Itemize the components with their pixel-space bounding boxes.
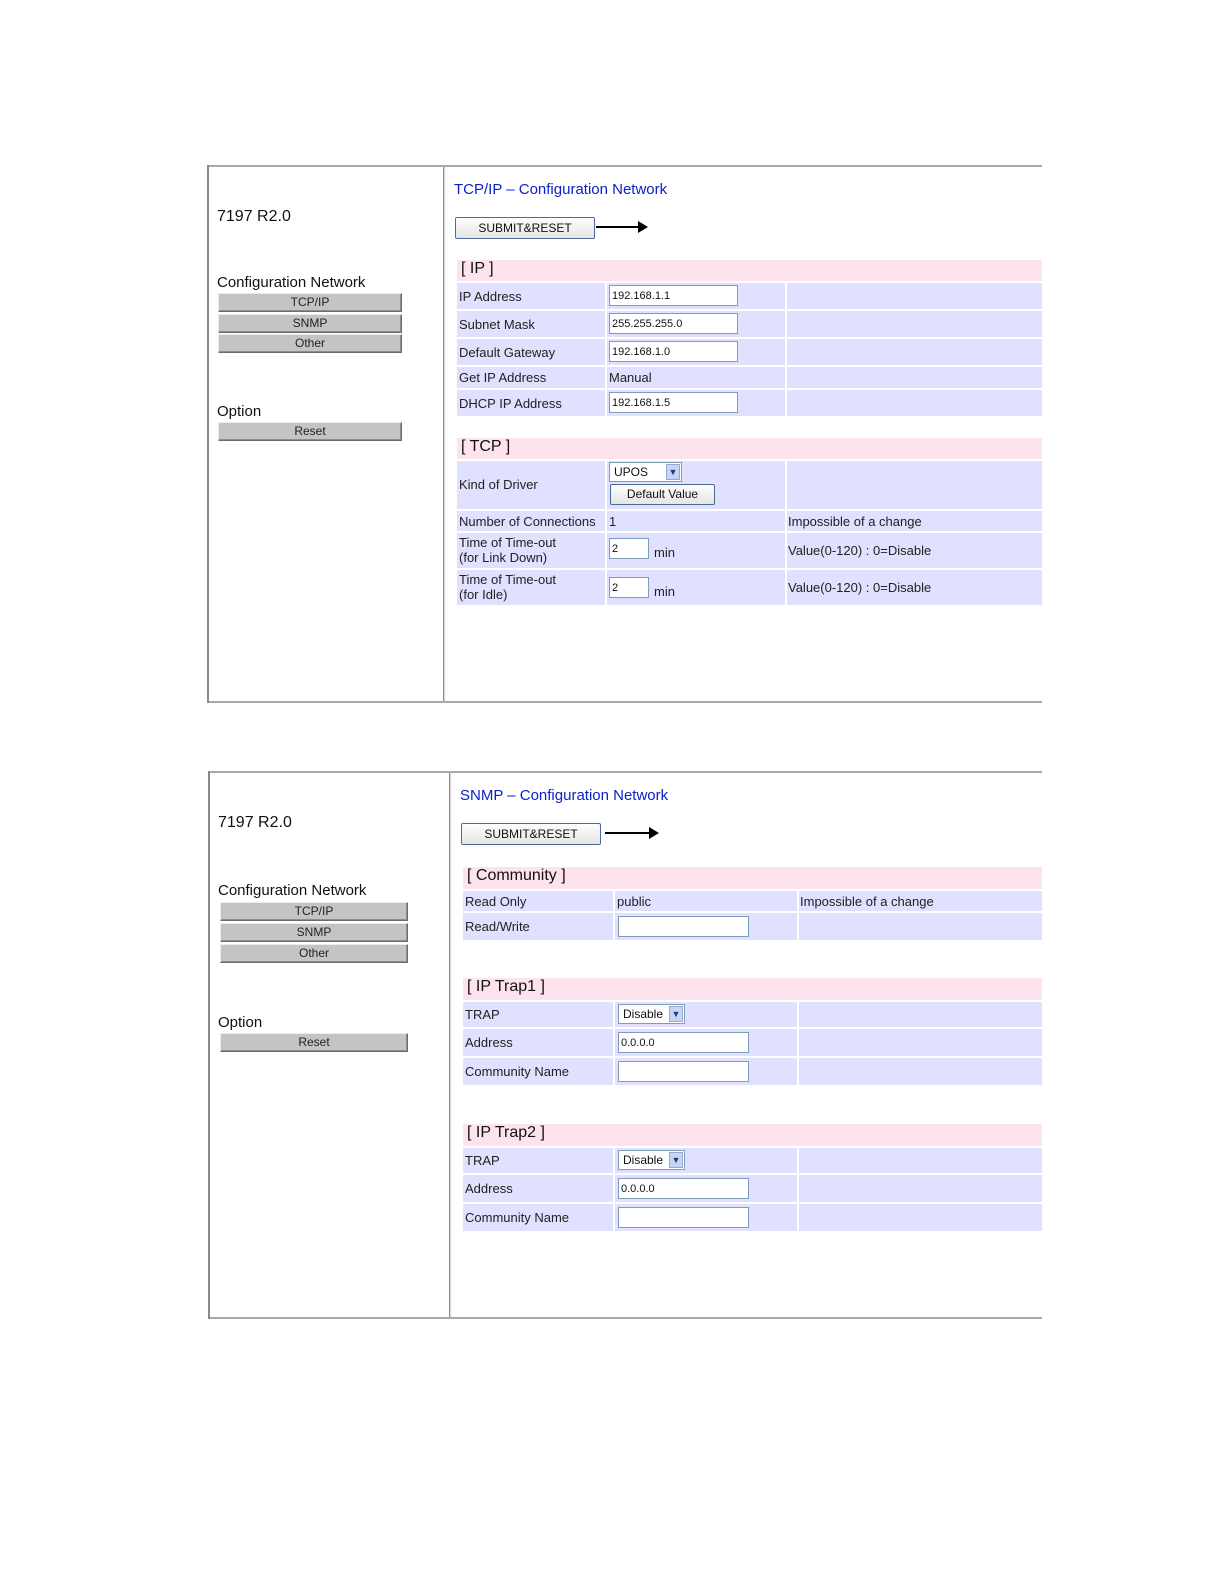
community-section-heading: [ Community ] [463, 867, 1042, 889]
timeout-link-note: Value(0-120) : 0=Disable [788, 543, 932, 558]
trap2-trap-row [463, 1148, 1042, 1173]
ip-address-input[interactable] [609, 285, 738, 306]
frame-top-border [208, 771, 1042, 773]
trap2-community-row [463, 1204, 1042, 1231]
timeout-link-label: Time of Time-out [459, 535, 557, 550]
nav-snmp-button[interactable]: SNMP [218, 314, 402, 333]
connections-value: 1 [609, 514, 617, 529]
timeout-link-row [457, 533, 1042, 568]
column-separator [797, 913, 799, 940]
frame-divider [449, 773, 452, 1317]
frame-bottom-border [207, 701, 1042, 703]
dhcp-ip-row [457, 390, 1042, 416]
column-separator [785, 311, 787, 337]
chevron-down-icon[interactable]: ▼ [669, 1152, 683, 1168]
trap2-address-row [463, 1175, 1042, 1202]
column-separator [797, 1148, 799, 1173]
trap1-community-label: Community Name [465, 1064, 570, 1079]
trap1-select[interactable] [618, 1004, 685, 1024]
nav-other-button[interactable]: Other [218, 334, 402, 353]
trap1-community-row [463, 1058, 1042, 1085]
ip-address-label: IP Address [459, 289, 522, 304]
timeout-idle-unit: min [654, 584, 675, 599]
timeout-idle-sublabel: (for Idle) [459, 587, 508, 602]
column-separator [797, 1002, 799, 1027]
timeout-link-input[interactable] [609, 538, 649, 559]
read-only-label: Read Only [465, 894, 527, 909]
column-separator [785, 390, 787, 416]
get-ip-label: Get IP Address [459, 370, 547, 385]
ip-address-row [457, 283, 1042, 309]
frame-left-border [208, 771, 210, 1319]
submit-reset-button[interactable]: SUBMIT&RESET [455, 217, 595, 239]
nav-snmp-button[interactable]: SNMP [220, 923, 408, 942]
trap1-section-heading: [ IP Trap1 ] [463, 978, 1042, 1000]
column-separator [797, 1058, 799, 1085]
column-separator [613, 1204, 615, 1231]
timeout-link-unit: min [654, 545, 675, 560]
timeout-idle-input[interactable] [609, 577, 649, 598]
option-heading: Option [218, 1014, 263, 1031]
trap1-select-value: Disable [623, 1007, 664, 1021]
column-separator [785, 533, 787, 568]
chevron-down-icon[interactable]: ▼ [669, 1006, 683, 1022]
column-separator [613, 1002, 615, 1027]
option-heading: Option [217, 403, 262, 420]
tcp-section-heading: [ TCP ] [457, 438, 1042, 459]
tcpip-config-window [207, 165, 1042, 703]
frame-bottom-border [208, 1317, 1042, 1319]
connections-note: Impossible of a change [788, 514, 922, 529]
column-separator [605, 570, 607, 605]
column-separator [613, 1058, 615, 1085]
connections-row [457, 511, 1042, 531]
connections-label: Number of Connections [459, 514, 596, 529]
column-separator [605, 390, 607, 416]
dhcp-ip-label: DHCP IP Address [459, 396, 562, 411]
get-ip-value: Manual [609, 370, 652, 385]
chevron-down-icon[interactable]: ▼ [666, 464, 680, 480]
page-title: TCP/IP – Configuration Network [454, 181, 668, 198]
trap1-trap-row [463, 1002, 1042, 1027]
trap1-address-row [463, 1029, 1042, 1056]
config-network-heading: Configuration Network [218, 882, 367, 899]
column-separator [797, 1175, 799, 1202]
trap2-section-heading: [ IP Trap2 ] [463, 1124, 1042, 1146]
firmware-version: 7197 R2.0 [218, 814, 292, 831]
get-ip-row [457, 367, 1042, 388]
nav-tcpip-button[interactable]: TCP/IP [220, 902, 408, 921]
trap2-trap-label: TRAP [465, 1153, 500, 1168]
trap2-community-label: Community Name [465, 1210, 570, 1225]
trap2-select[interactable] [618, 1150, 685, 1170]
read-only-row [463, 891, 1042, 911]
trap1-community-input[interactable] [618, 1061, 749, 1082]
snmp-config-window [208, 771, 1042, 1319]
frame-divider [443, 167, 446, 701]
column-separator [797, 891, 799, 911]
column-separator [785, 367, 787, 388]
trap2-address-label: Address [465, 1181, 513, 1196]
column-separator [613, 891, 615, 911]
column-separator [785, 461, 787, 509]
column-separator [797, 1029, 799, 1056]
column-separator [613, 913, 615, 940]
nav-tcpip-button[interactable]: TCP/IP [218, 293, 402, 312]
trap1-address-input[interactable] [618, 1032, 749, 1053]
default-gateway-row [457, 339, 1042, 365]
frame-top-border [207, 165, 1042, 167]
timeout-idle-note: Value(0-120) : 0=Disable [788, 580, 932, 595]
driver-row [457, 461, 1042, 509]
trap1-trap-label: TRAP [465, 1007, 500, 1022]
column-separator [605, 339, 607, 365]
column-separator [797, 1204, 799, 1231]
nav-other-button[interactable]: Other [220, 944, 408, 963]
ip-section-heading: [ IP ] [457, 260, 1042, 281]
default-value-button[interactable]: Default Value [610, 484, 715, 505]
page-title: SNMP – Configuration Network [460, 787, 669, 804]
column-separator [605, 461, 607, 509]
timeout-idle-row [457, 570, 1042, 605]
default-gateway-label: Default Gateway [459, 345, 556, 360]
column-separator [785, 511, 787, 531]
column-separator [613, 1175, 615, 1202]
subnet-mask-label: Subnet Mask [459, 317, 535, 332]
timeout-link-sublabel: (for Link Down) [459, 550, 548, 565]
reset-button[interactable]: Reset [218, 422, 402, 441]
read-write-label: Read/Write [465, 919, 530, 934]
trap2-select-value: Disable [623, 1153, 664, 1167]
firmware-version: 7197 R2.0 [217, 208, 291, 225]
column-separator [605, 283, 607, 309]
column-separator [785, 339, 787, 365]
read-write-row [463, 913, 1042, 940]
column-separator [605, 511, 607, 531]
column-separator [785, 570, 787, 605]
trap2-address-input[interactable] [618, 1178, 749, 1199]
subnet-mask-row [457, 311, 1042, 337]
driver-label: Kind of Driver [459, 477, 538, 492]
submit-reset-button[interactable]: SUBMIT&RESET [461, 823, 601, 845]
subnet-mask-input[interactable] [609, 313, 738, 334]
driver-select[interactable] [609, 462, 682, 482]
column-separator [605, 311, 607, 337]
default-gateway-input[interactable] [609, 341, 738, 362]
trap1-address-label: Address [465, 1035, 513, 1050]
config-network-heading: Configuration Network [217, 274, 366, 291]
column-separator [613, 1029, 615, 1056]
column-separator [785, 283, 787, 309]
read-only-value: public [617, 894, 651, 909]
driver-select-value: UPOS [614, 465, 649, 479]
reset-button[interactable]: Reset [220, 1033, 408, 1052]
arrow-icon [596, 226, 642, 228]
column-separator [613, 1148, 615, 1173]
read-write-input[interactable] [618, 916, 749, 937]
dhcp-ip-input[interactable] [609, 392, 738, 413]
timeout-idle-label: Time of Time-out [459, 572, 557, 587]
column-separator [605, 367, 607, 388]
column-separator [605, 533, 607, 568]
trap2-community-input[interactable] [618, 1207, 749, 1228]
frame-left-border [207, 165, 209, 703]
read-only-note: Impossible of a change [800, 894, 934, 909]
arrow-icon [605, 832, 653, 834]
